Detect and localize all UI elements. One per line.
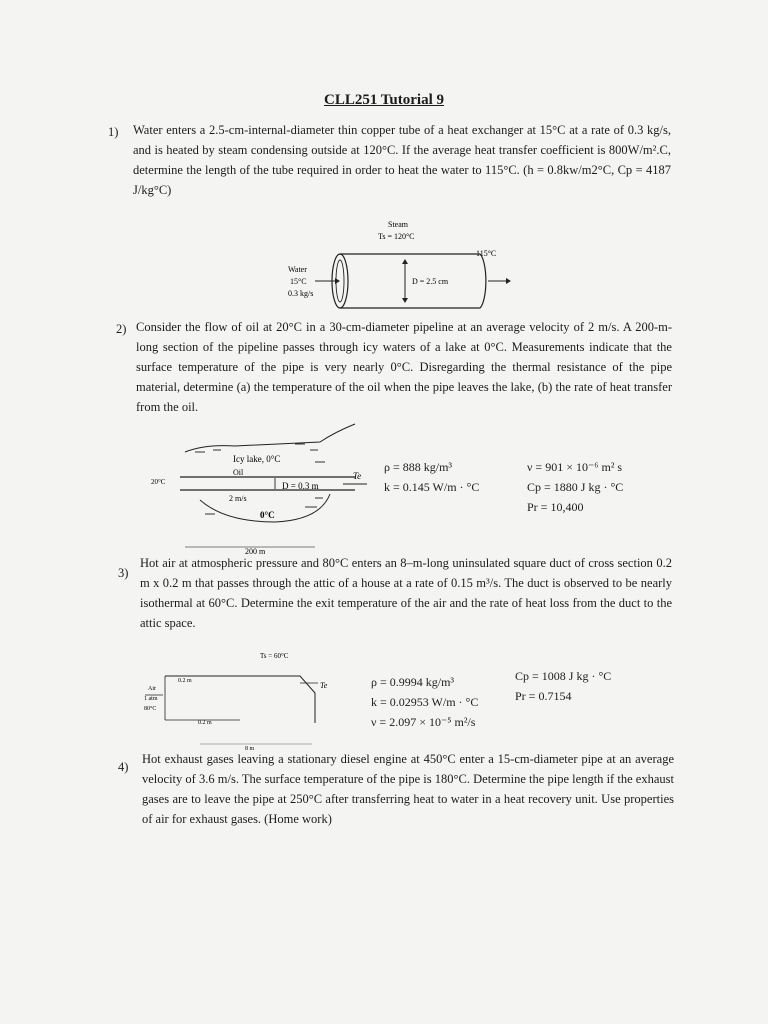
prop-viscosity: ν = 901 × 10⁻⁶ m² s [527,460,623,474]
water-rate: 0.3 kg/s [288,289,314,298]
prop-heat-capacity: Cp = 1008 J kg · °C [515,669,612,683]
question-1-figure [280,212,520,310]
question-4-text: Hot exhaust gases leaving a stationary diesel engine at 450°C enter a 15-cm-diameter pipe at an average velocity of 3.6 m/s. The surface temperature of the pipe is 180°C. Determine the pipe length if the exhaust gases are to leave the pipe at 250°C after transferring heat to water in a heat recovery unit. Use properties of air for exhaust gases. (Home work) [142,752,674,826]
side-bottom: 0.2 m [198,720,212,726]
diameter-label: D = 0.3 m [282,481,319,491]
exit-temp-label: Te [353,471,362,481]
prop-density: ρ = 888 kg/m³ [384,460,453,474]
water-temp: 15°C [290,277,307,286]
air-pressure: 1 atm [144,696,158,702]
prop-conductivity: k = 0.02953 W/m · °C [371,695,479,709]
velocity-label: 2 m/s [229,494,247,503]
question-2-props-right [527,457,623,517]
question-4-number: 4) [118,760,129,774]
exit-temp-label: Te [320,681,328,690]
length-label: 8 m [245,746,255,752]
oil-label: Oil [233,468,244,477]
question-1-number: 1) [108,125,119,139]
exit-temp: 115°C [476,249,497,258]
prop-prandtl: Pr = 0.7154 [515,689,572,703]
arrowhead [506,278,511,284]
lake-outline [185,424,355,452]
arrowhead [402,298,408,303]
air-label: Air [148,686,156,692]
prop-density: ρ = 0.9994 kg/m³ [371,675,455,689]
surface-temp: Ts = 60°C [260,652,289,660]
question-2-figure [145,422,370,557]
question-2-text: Consider the flow of oil at 20°C in a 30-cm-diameter pipeline at an average velocity of 2 m/s. A 200-m-long section of the pipeline passes through icy waters of a lake at 0°C. Measurements indicate that the surface temperature of the pipe is very nearly 0°C. Disregarding the thermal resistance of the pipe material, determine (a) the temperature of the oil when the pipe leaves the lake, (b) the rate of heat transfer from the oil. [136,320,672,414]
inlet-temp: 80°C [144,706,157,712]
side-top: 0.2 m [178,678,192,684]
question-3-props-left [371,672,478,732]
arrowhead [402,259,408,264]
question-3-number: 3) [118,566,129,580]
steam-temp: Ts = 120°C [378,232,415,241]
wall-temp: 0°C [260,510,275,520]
question-1-text: Water enters a 2.5-cm-internal-diameter thin copper tube of a heat exchanger at 15°C at a rate of 0.3 kg/s, and is heated by steam condensing outside at 120°C. If the average heat transfer coefficient is 800W/m².C, determine the length of the tube required in order to heat the water to 115°C. (h = 0.8kw/m2°C, Cp = 4187 J/kg°C) [133,123,671,197]
question-3-props-right [515,666,611,706]
prop-prandtl: Pr = 10,400 [527,500,584,514]
page-title: CLL251 Tutorial 9 [323,92,445,108]
question-3-figure [140,648,340,758]
lake-label: Icy lake, 0°C [233,454,281,464]
water-label: Water [288,265,307,274]
length-label: 200 m [245,547,266,556]
prop-viscosity: ν = 2.097 × 10⁻⁵ m²/s [371,715,476,729]
steam-label: Steam [388,220,408,229]
prop-heat-capacity: Cp = 1880 J kg · °C [527,480,624,494]
inlet-temp: 20°C [151,478,166,486]
prop-conductivity: k = 0.145 W/m · °C [384,480,480,494]
arrowhead [335,278,340,284]
question-3-text: Hot air at atmospheric pressure and 80°C enters an 8–m-long uninsulated square duct of cross section 0.2 m x 0.2 m that passes through the attic of a house at a rate of 0.15 m³/s. The duct is observed to be nearly isothermal at 60°C. Determine the exit temperature of the air and the rate of heat loss from the duct to the attic space. [140,556,672,630]
question-2-number: 2) [116,322,127,336]
question-2-props-left [384,457,479,497]
diameter-label: D = 2.5 cm [412,277,449,286]
